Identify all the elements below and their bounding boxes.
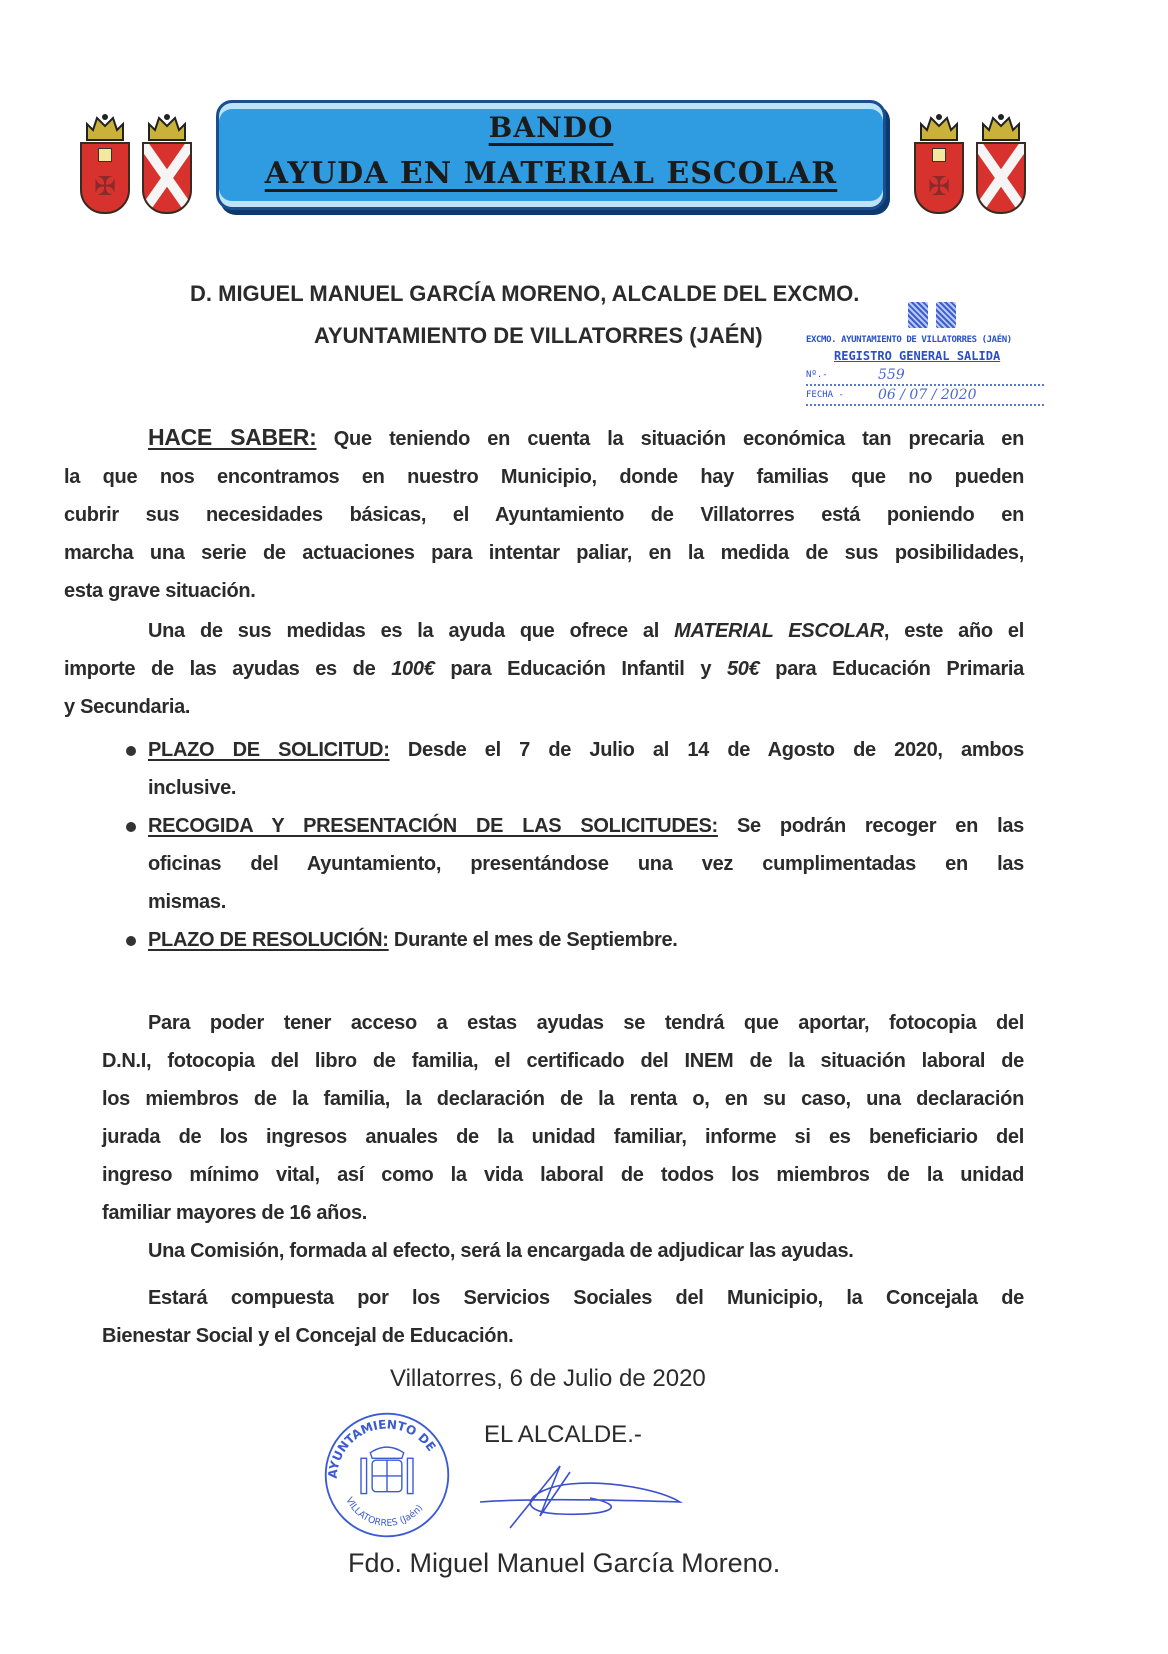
bullet-icon [126,936,136,946]
signature-name: Fdo. Miguel Manuel García Moreno. [348,1548,781,1578]
measures-line-3: y Secundaria. [64,696,191,718]
bullet-icon [126,746,136,756]
heading-line-2: AYUNTAMIENTO DE VILLATORRES (JAÉN) [314,323,763,348]
signer-role: EL ALCALDE.- [484,1421,642,1448]
stamp-number-value: 559 [878,367,905,383]
stamp-emblems [908,302,956,328]
measures-line-1: Una de sus medidas es la ayuda que ofrece al MATERIAL ESCOLAR, este año el [148,620,1024,642]
commission-paragraph: Una Comisión, formada al efecto, será la encargada de adjudicar las ayudas. [148,1240,854,1262]
requirements-paragraph: Para poder tener acceso a estas ayudas se tendrá que aportar, fotocopia del D.N.I, fotocopia del libro de familia, el certificado del INEM de la situación laboral de los miembros de la familia, la declaración de la renta o, en su caso, una declaración jurada de los ingresos anuales de la unidad familiar, informe si es beneficiario del ingreso mínimo vital, así como la vida laboral de todos los miembros de la unidad familiar mayores de 16 años. [102,1012,1024,1224]
bullet-label: PLAZO DE SOLICITUD: [148,739,390,761]
seal-coat-of-arms-icon [361,1447,413,1493]
municipal-seal [322,1410,452,1540]
intro-line-3: cubrir sus necesidades básicas, el Ayuntamiento de Villatorres está poniendo en [64,504,1024,526]
bullet-item-plazo-solicitud: PLAZO DE SOLICITUD: Desde el 7 de Julio al 14 de Agosto de 2020, ambos inclusive. [148,739,1024,799]
intro-paragraph [64,418,1024,610]
crown-icon [83,112,127,142]
stamp-date-row [806,386,1044,406]
coat-of-arms-province [912,112,966,214]
registry-stamp [806,302,1056,406]
stamp-number-label: Nº.- [806,370,828,380]
crown-icon [979,112,1023,142]
shield-red: ✠ [914,142,964,214]
stamp-date-value: 06 / 07 / 2020 [878,387,977,403]
intro-line-2: la que nos encontramos en nuestro Municipio, donde hay familias que no pueden [64,466,1024,488]
bullet-label: RECOGIDA Y PRESENTACIÓN DE LAS SOLICITUDES: [148,815,718,837]
composition-paragraph: Estará compuesta por los Servicios Sociales del Municipio, la Concejala de Bienestar Social y el Concejal de Educación. [102,1287,1024,1347]
stamp-number-row [806,366,1044,386]
bullet-item-recogida: RECOGIDA Y PRESENTACIÓN DE LAS SOLICITUDES: Se podrán recoger en las oficinas del Ayuntamiento, presentándose una vez cumplimentadas en las mismas. [148,815,1024,913]
heading-line-1: D. MIGUEL MANUEL GARCÍA MORENO, ALCALDE DEL EXCMO. [190,281,860,306]
banner-subtitle: AYUDA EN MATERIAL ESCOLAR [264,156,838,191]
bullet-icon [126,822,136,832]
measures-line-2: importe de las ayudas es de 100€ para Educación Infantil y 50€ para Educación Primaria [64,658,1025,680]
banner-title: BANDO [488,111,614,144]
bullet-item-resolucion: PLAZO DE RESOLUCIÓN: Durante el mes de Septiembre. [148,929,678,951]
shield-red: ✠ [80,142,130,214]
coat-of-arms-right [912,112,1028,214]
hace-saber-label: HACE SABER: [148,424,317,450]
amount-infantil: 100€ [391,658,435,680]
intro-line-5: esta grave situación. [64,580,256,602]
material-escolar-emphasis: MATERIAL ESCOLAR [674,620,884,642]
shield-saltire [142,142,192,214]
intro-line-4: marcha una serie de actuaciones para intentar paliar, en la medida de sus posibilidades, [64,542,1024,564]
intro-line-1: HACE SABER: Que teniendo en cuenta la situación económica tan precaria en [148,424,1025,450]
measures-paragraph [64,612,1024,726]
title-banner [216,100,886,210]
stamp-registry: REGISTRO GENERAL SALIDA [834,349,1001,363]
stamp-institution: EXCMO. AYUNTAMIENTO DE VILLATORRES (JAÉN) [806,335,1012,345]
crown-icon [145,112,189,142]
seal-text-top: AYUNTAMIENTO DE [325,1417,439,1480]
amount-primaria: 50€ [726,658,760,680]
stamp-date-label: FECHA - [806,390,844,400]
coat-of-arms-province [78,112,132,214]
emblem-icon [908,302,928,328]
place-date: Villatorres, 6 de Julio de 2020 [390,1365,706,1392]
shield-saltire [976,142,1026,214]
coat-of-arms-municipal [974,112,1028,214]
bullet-label: PLAZO DE RESOLUCIÓN: [148,929,389,951]
crown-icon [917,112,961,142]
seal-text-bottom: VILLATORRES (Jaén) [343,1495,426,1530]
coat-of-arms-left [78,112,194,214]
coat-of-arms-municipal [140,112,194,214]
emblem-icon [936,302,956,328]
handwritten-signature [470,1462,690,1530]
